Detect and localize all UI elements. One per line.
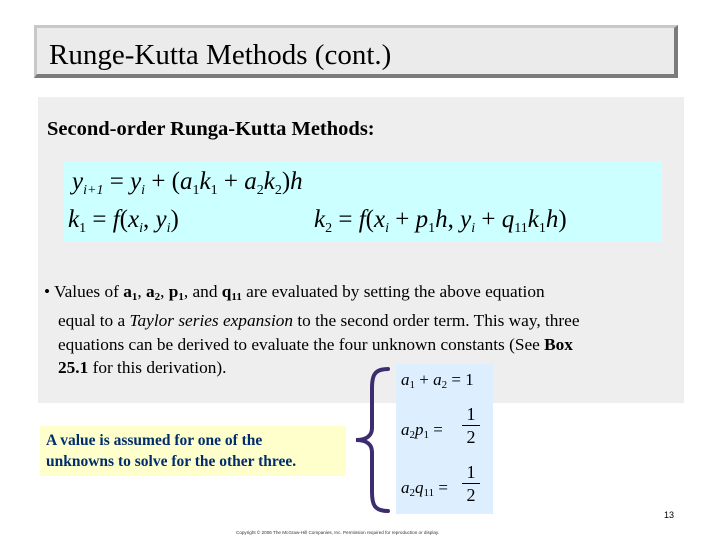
bullet-paragraph: • Values of $a_1$, $a_2$, $p_1$, and $q_{11}$ are evaluated by setting the above equation equal to a Taylor series expansion to the second order term. This way, three equations can be derived to evaluate the four unknown constants (See Box 25.1 for this derivation). <box>44 282 580 377</box>
page-number: 13 <box>664 510 675 520</box>
equation-box <box>64 161 662 242</box>
system-equation-1: $a_1 + a_2 = 1$ <box>401 370 474 391</box>
fraction-one-half-1: 1 2 <box>462 404 480 447</box>
box-reference: Box <box>544 334 573 354</box>
slide-title: Runge-Kutta Methods (cont.) <box>49 39 392 71</box>
taylor-series-phrase: Taylor series expansion <box>129 311 294 331</box>
fraction-one-half-2: 1 2 <box>462 462 480 505</box>
bullet-marker: • <box>44 282 51 301</box>
box-number: 25.1 <box>58 357 89 377</box>
equation-system-box <box>396 364 493 514</box>
content-panel <box>38 97 684 403</box>
system-equation-2: $a_2p_1$ = <box>401 420 443 441</box>
section-heading: Second-order Runga-Kutta Methods: <box>47 118 375 140</box>
curly-brace-icon <box>350 366 394 514</box>
copyright-notice: Copyright © 2006 The McGraw-Hill Companies, Inc. Permission required for reproduction or display. <box>236 530 440 535</box>
equation-yi-plus-1: $y_{i+1} = y_i + (a_1k_1 + a_2k_2)h$ <box>72 168 303 198</box>
note-box <box>40 426 346 476</box>
equation-k1: $k_1 = f(x_i$, $y_i$) <box>68 206 179 236</box>
system-equation-3: $a_2q_{11}$ = <box>401 478 448 499</box>
note-text: A value is assumed for one of the unknowns to solve for the other three. <box>46 432 297 470</box>
title-bar <box>34 25 678 78</box>
equation-k2: $k_2 = f(x_i + p_1h$, $y_i + q_{11}k_1h$) <box>314 206 567 236</box>
